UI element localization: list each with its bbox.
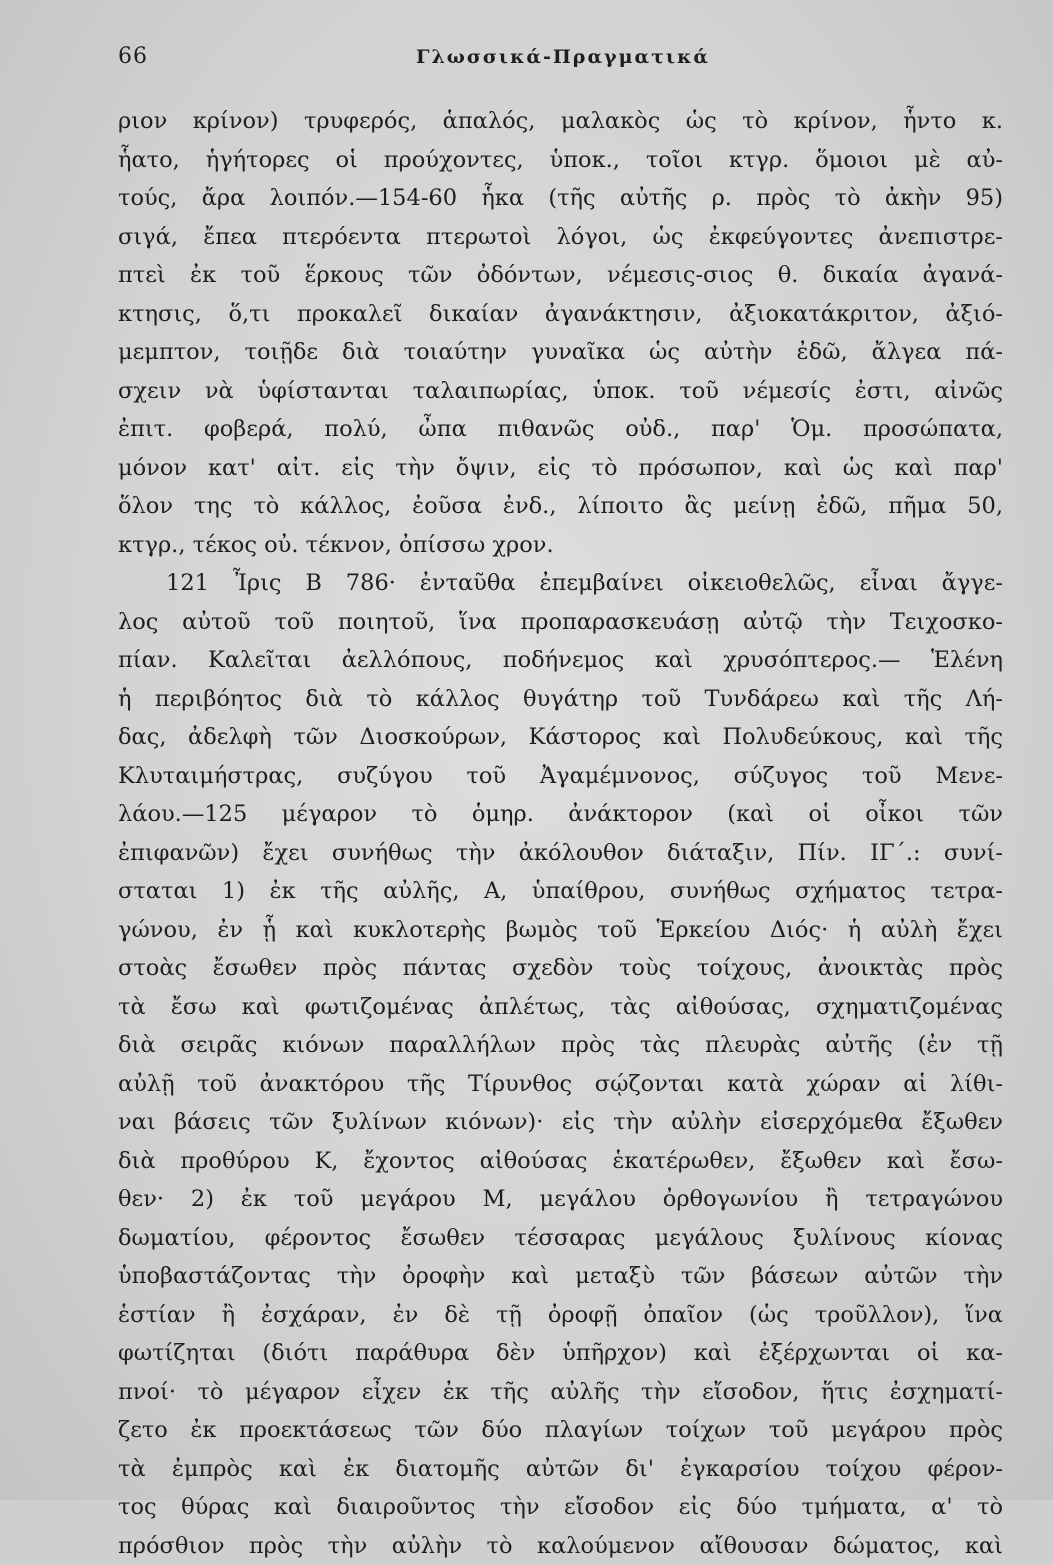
text-line: ναι βάσεις τῶν ξυλίνων κιόνων)· εἰς τὴν αὐλὴν εἰσερχόμεθα ἔξωθεν	[118, 1103, 1003, 1142]
text-line: Κλυταιμήστρας, συζύγου τοῦ Ἀγαμέμνονος, σύζυγος τοῦ Μενε-	[118, 757, 1003, 796]
text-line: κτγρ., τέκος οὐ. τέκνον, ὀπίσσω χρον.	[118, 526, 1003, 565]
running-title: Γλωσσικά-Πραγματικά	[118, 46, 1008, 68]
text-line: δωματίου, φέροντος ἔσωθεν τέσσαρας μεγάλους ξυλίνους κίονας	[118, 1219, 1003, 1258]
text-line: διὰ προθύρου Κ, ἔχοντος αἰθούσας ἑκατέρωθεν, ἔξωθεν καὶ ἔσω-	[118, 1142, 1003, 1181]
text-line: ἐπιφανῶν) ἔχει συνήθως τὴν ἀκόλουθον διάταξιν, Πίν. ΙΓ΄.: συνί-	[118, 834, 1003, 873]
text-line: σταται 1) ἐκ τῆς αὐλῆς, Α, ὑπαίθρου, συνήθως σχήματος τετρα-	[118, 872, 1003, 911]
text-line: διὰ σειρᾶς κιόνων παραλλήλων πρὸς τὰς πλευρὰς αὐτῆς (ἐν τῇ	[118, 1026, 1003, 1065]
text-line: ἧατο, ἡγήτορες οἱ προύχοντες, ὑποκ., τοῖοι κτγρ. ὅμοιοι μὲ αὐ-	[118, 141, 1003, 180]
body-text	[118, 102, 1003, 1565]
text-line: τὰ ἐμπρὸς καὶ ἐκ διατομῆς αὐτῶν δι' ἐγκαρσίου τοίχου φέρον-	[118, 1450, 1003, 1489]
text-line: γώνου, ἐν ᾗ καὶ κυκλοτερὴς βωμὸς τοῦ Ἑρκείου Διός· ἡ αὐλὴ ἔχει	[118, 911, 1003, 950]
text-line: λος αὐτοῦ τοῦ ποιητοῦ, ἵνα προπαρασκευάσῃ αὐτῷ τὴν Τειχοσκο-	[118, 603, 1003, 642]
text-line: αὐλῇ τοῦ ἀνακτόρου τῆς Τίρυνθος σῴζονται κατὰ χώραν αἱ λίθι-	[118, 1065, 1003, 1104]
text-line: τούς, ἄρα λοιπόν.—154-60 ἧκα (τῆς αὐτῆς ρ. πρὸς τὸ ἀκὴν 95)	[118, 179, 1003, 218]
text-line: ὅλον της τὸ κάλλος, ἐοῦσα ἐνδ., λίποιτο ἂς μείνῃ ἐδῶ, πῆμα 50,	[118, 487, 1003, 526]
text-line: τος θύρας καὶ διαιροῦντος τὴν εἴσοδον εἰς δύο τμήματα, α' τὸ	[118, 1488, 1003, 1527]
text-line: ριον κρίνον) τρυφερός, ἁπαλός, μαλακὸς ὡς τὸ κρίνον, ἧντο κ.	[118, 102, 1003, 141]
text-line: σχειν νὰ ὑφίστανται ταλαιπωρίας, ὑποκ. τοῦ νέμεσίς ἐστι, αἰνῶς	[118, 372, 1003, 411]
text-line: τὰ ἔσω καὶ φωτιζομένας ἀπλέτως, τὰς αἰθούσας, σχηματιζομένας	[118, 988, 1003, 1027]
text-line: μεμπτον, τοιῇδε διὰ τοιαύτην γυναῖκα ὡς αὐτὴν ἐδῶ, ἄλγεα πά-	[118, 333, 1003, 372]
page-number: 66	[118, 44, 148, 69]
text-line: ἐπιτ. φοβερά, πολύ, ὦπα πιθανῶς οὐδ., παρ' Ὁμ. προσώπατα,	[118, 410, 1003, 449]
text-line: ζετο ἐκ προεκτάσεως τῶν δύο πλαγίων τοίχων τοῦ μεγάρου πρὸς	[118, 1411, 1003, 1450]
text-line: πίαν. Καλεῖται ἀελλόπους, ποδήνεμος καὶ χρυσόπτερος.— Ἑλένη	[118, 641, 1003, 680]
text-line: ὑποβαστάζοντας τὴν ὀροφὴν καὶ μεταξὺ τῶν βάσεων αὐτῶν τὴν	[118, 1257, 1003, 1296]
text-line: στοὰς ἔσωθεν πρὸς πάντας σχεδὸν τοὺς τοίχους, ἀνοικτὰς πρὸς	[118, 949, 1003, 988]
text-line: ἡ περιβόητος διὰ τὸ κάλλος θυγάτηρ τοῦ Τυνδάρεω καὶ τῆς Λή-	[118, 680, 1003, 719]
text-line: λάου.—125 μέγαρον τὸ ὁμηρ. ἀνάκτορον (καὶ οἱ οἶκοι τῶν	[118, 795, 1003, 834]
text-line: πρόσθιον πρὸς τὴν αὐλὴν τὸ καλούμενον αἴθουσαν δώματος, καὶ	[118, 1527, 1003, 1565]
page-header	[118, 34, 1008, 74]
text-line: πτεὶ ἐκ τοῦ ἕρκους τῶν ὀδόντων, νέμεσις-σιος θ. δικαία ἀγανά-	[118, 256, 1003, 295]
text-line: φωτίζηται (διότι παράθυρα δὲν ὑπῆρχον) καὶ ἐξέρχωνται οἱ κα-	[118, 1334, 1003, 1373]
text-line: θεν· 2) ἐκ τοῦ μεγάρου Μ, μεγάλου ὀρθογωνίου ἢ τετραγώνου	[118, 1180, 1003, 1219]
text-line: δας, ἀδελφὴ τῶν Διοσκούρων, Κάστορος καὶ Πολυδεύκους, καὶ τῆς	[118, 718, 1003, 757]
text-line: σιγά, ἔπεα πτερόεντα πτερωτοὶ λόγοι, ὡς ἐκφεύγοντες ἀνεπιστρε-	[118, 218, 1003, 257]
text-line: ἑστίαν ἢ ἐσχάραν, ἐν δὲ τῇ ὀροφῇ ὀπαῖον (ὡς τροῦλλον), ἵνα	[118, 1296, 1003, 1335]
text-line: μόνον κατ' αἰτ. εἰς τὴν ὄψιν, εἰς τὸ πρόσωπον, καὶ ὡς καὶ παρ'	[118, 449, 1003, 488]
text-line: 121 Ἶρις Β 786· ἐνταῦθα ἐπεμβαίνει οἰκειοθελῶς, εἶναι ἄγγε-	[118, 564, 1003, 603]
text-line: πνοί· τὸ μέγαρον εἶχεν ἐκ τῆς αὐλῆς τὴν εἴσοδον, ἥτις ἐσχηματί-	[118, 1373, 1003, 1412]
text-line: κτησις, ὅ,τι προκαλεῖ δικαίαν ἀγανάκτησιν, ἀξιοκατάκριτον, ἀξιό-	[118, 295, 1003, 334]
